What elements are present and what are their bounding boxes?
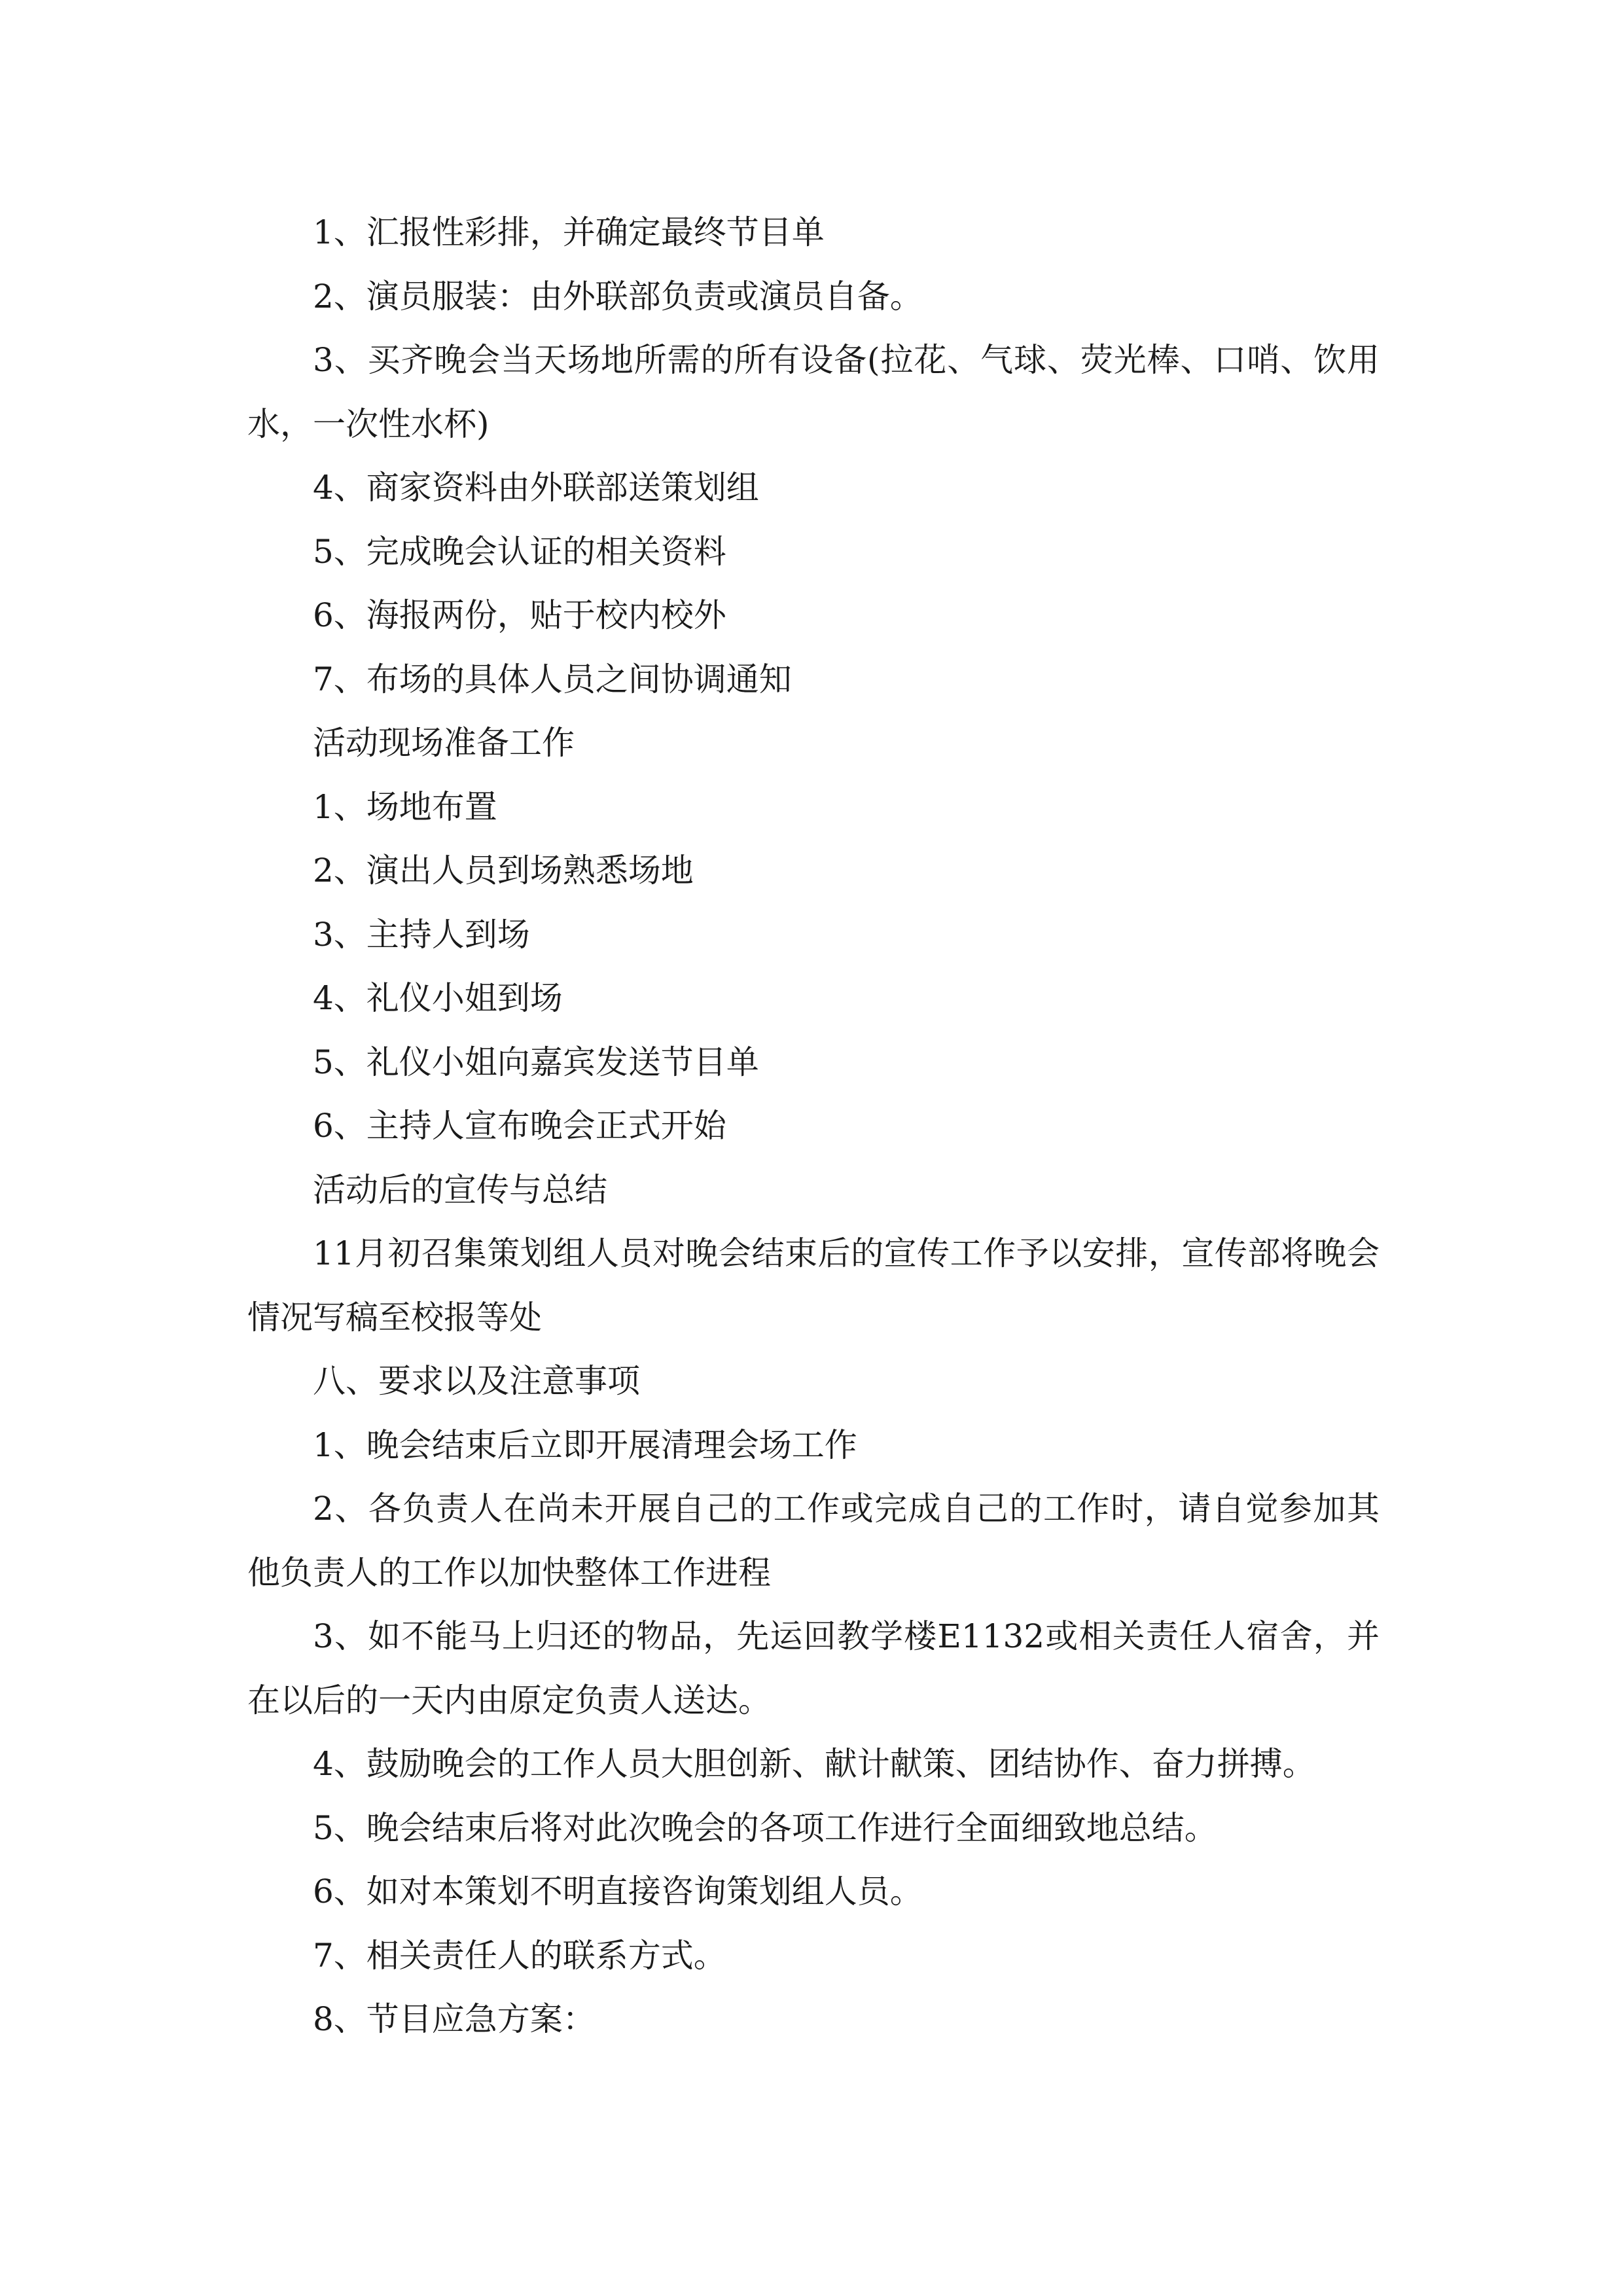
paragraph-encouragement: 4、鼓励晚会的工作人员大胆创新、献计献策、团结协作、奋力拼搏。	[313, 1745, 1315, 1783]
paragraph-program-handout: 5、礼仪小姐向嘉宾发送节目单	[313, 1043, 759, 1081]
paragraph-hosts-arrive: 3、主持人到场	[313, 915, 530, 954]
paragraph-costumes: 2、演员服装：由外联部负责或演员自备。	[313, 277, 923, 315]
section-heading-post-event: 活动后的宣传与总结	[313, 1170, 607, 1209]
paragraph-post-event-publicity: 11月初召集策划组人员对晚会结束后的宣传工作予以安排，宣传部将晚会情况写稿至校报等处	[247, 1234, 1380, 1336]
paragraph-equipment: 3、买齐晚会当天场地所需的所有设备(拉花、气球、荧光棒、口哨、饮用水，一次性水杯)	[247, 341, 1380, 443]
section-heading-onsite-prep: 活动现场准备工作	[313, 724, 575, 762]
paragraph-summary: 5、晚会结束后将对此次晚会的各项工作进行全面细致地总结。	[313, 1808, 1217, 1847]
paragraph-posters: 6、海报两份，贴于校内校外	[313, 596, 726, 634]
paragraph-venue-setup: 1、场地布置	[313, 787, 497, 826]
paragraph-performers-arrive: 2、演出人员到场熟悉场地	[313, 852, 694, 889]
paragraph-show-start: 6、主持人宣布晚会正式开始	[313, 1107, 726, 1145]
paragraph-merchant-info: 4、商家资料由外联部送策划组	[313, 469, 759, 507]
paragraph-inquiries: 6、如对本策划不明直接咨询策划组人员。	[313, 1873, 923, 1910]
document-body	[247, 201, 1380, 2052]
paragraph-mutual-assistance: 2、各负责人在尚未开展自己的工作或完成自己的工作时，请自觉参加其他负责人的工作以加快整体工作进程	[247, 1490, 1380, 1592]
paragraph-rehearsal: 1、汇报性彩排，并确定最终节目单	[313, 213, 825, 251]
paragraph-certification: 5、完成晚会认证的相关资料	[313, 532, 726, 571]
section-heading-requirements: 八、要求以及注意事项	[313, 1362, 640, 1400]
paragraph-staff-coordination: 7、布场的具体人员之间协调通知	[313, 660, 792, 698]
paragraph-contingency: 8、节目应急方案：	[313, 2000, 596, 2038]
paragraph-item-return: 3、如不能马上归还的物品，先运回教学楼E1132或相关责任人宿舍，并在以后的一天内由原定负责人送达。	[247, 1617, 1380, 1719]
paragraph-contacts: 7、相关责任人的联系方式。	[313, 1936, 726, 1975]
paragraph-cleanup: 1、晚会结束后立即开展清理会场工作	[313, 1426, 857, 1464]
paragraph-ushers-arrive: 4、礼仪小姐到场	[313, 979, 563, 1017]
